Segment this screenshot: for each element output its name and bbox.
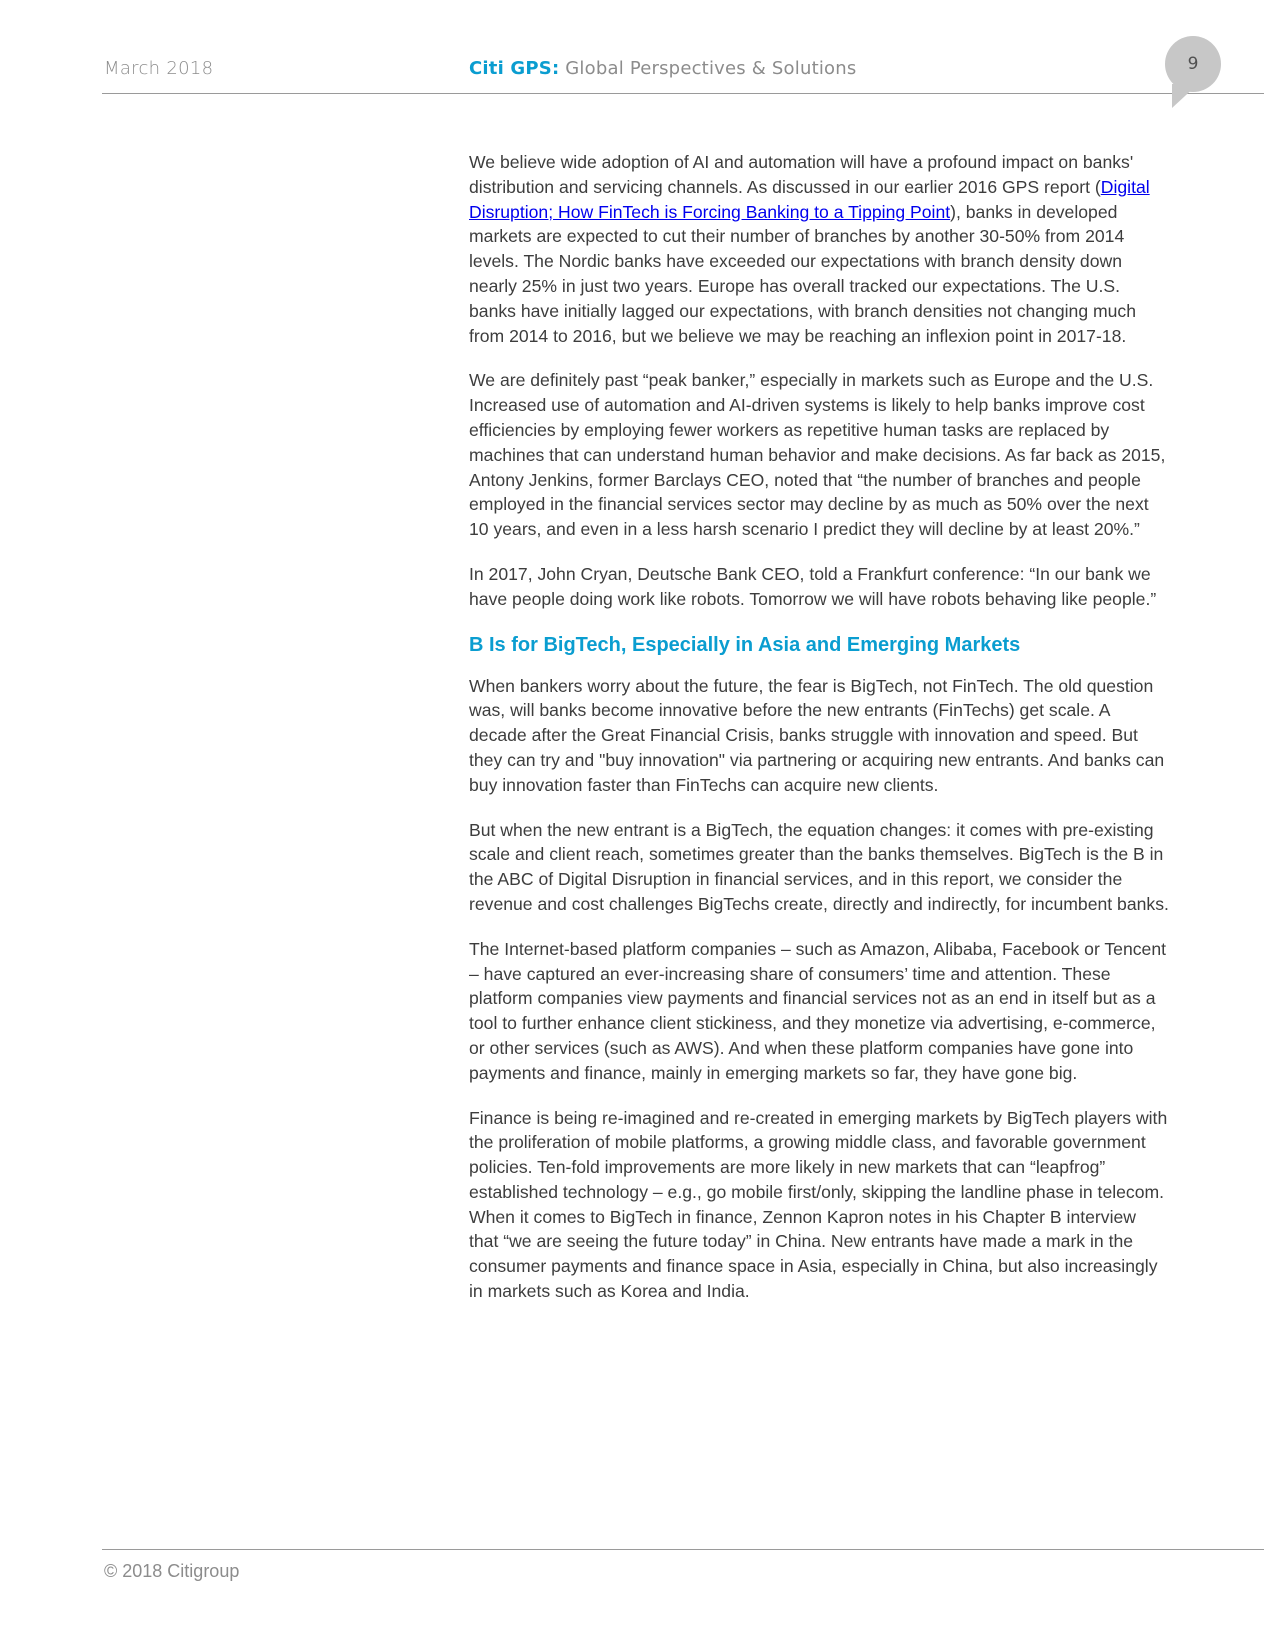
paragraph-peak-banker: We are definitely past “peak banker,” especially in markets such as Europe and the U.S. Increased use of automation and AI-driven systems is likely to help banks improve cost efficiencies by employing fewer workers as repetitive human tasks are replaced by machines that can understand human behavior and make decisions. As far back as 2015, Antony Jenkins, former Barclays CEO, noted that “the number of branches and people employed in the financial services sector may decline by as much as 50% over the next 10 years, and even in a less harsh scenario I predict they will decline by at least 20%.” [469, 370, 1166, 540]
paragraph-emerging-markets: Finance is being re-imagined and re-created in emerging markets by BigTech players with the proliferation of mobile platforms, a growing middle class, and favorable government policies. Ten-fold improvements are more likely in new markets that can “leapfrog” established technology – e.g., go mobile first/only, skipping the landline phase in telecom. When it comes to BigTech in finance, Zennon Kapron notes in his Chapter B interview that “we are seeing the future today” in China. New entrants have made a mark in the consumer payments and finance space in Asia, especially in China, but also increasingly in markets such as Korea and India. [469, 1107, 1168, 1302]
paragraph-platform-companies: The Internet-based platform companies – such as Amazon, Alibaba, Facebook or Tencent – have captured an ever-increasing share of consumers’ time and attention. These platform companies view payments and financial services not as an end in itself but as a tool to further enhance client stickiness, and they monetize via advertising, e-commerce, or other services (such as AWS). And when these platform companies have gone into payments and finance, mainly in emerging markets so far, they have gone big. [469, 938, 1166, 1083]
section-heading: B Is for BigTech, Especially in Asia and Emerging Markets [469, 633, 1021, 656]
article-body [469, 150, 1169, 1324]
report-link[interactable]: Digital Disruption; How FinTech is Forcing Banking to a Tipping Point [469, 176, 1150, 222]
copyright: © 2018 Citigroup [104, 1561, 240, 1581]
paragraph-cryan-quote: In 2017, John Cryan, Deutsche Bank CEO, told a Frankfurt conference: “In our bank we have people doing work like robots. Tomorrow we will have robots behaving like people.” [469, 563, 1157, 609]
paragraph-bigtech-fear: When bankers worry about the future, the fear is BigTech, not FinTech. The old question was, will banks become innovative before the new entrants (FinTechs) get scale. A decade after the Great Financial Crisis, banks struggle with innovation and speed. But they can try and "buy innovation" via partnering or acquiring new entrants. And banks can buy innovation faster than FinTechs can acquire new clients. [469, 675, 1165, 795]
footer-divider [102, 1549, 1264, 1550]
paragraph-new-entrant: But when the new entrant is a BigTech, the equation changes: it comes with pre-existing scale and client reach, sometimes greater than the banks themselves. BigTech is the B in the ABC of Digital Disruption in financial services, and in this report, we consider the revenue and cost challenges BigTechs create, directly and indirectly, for incumbent banks. [469, 819, 1169, 914]
brand-tagline: Global Perspectives & Solutions [559, 58, 857, 79]
brand-name: Citi GPS: [469, 58, 560, 79]
report-date: March 2018 [104, 58, 214, 79]
paragraph-ai-automation: We believe wide adoption of AI and automation will have a profound impact on banks' distribution and servicing channels. As discussed in our earlier 2016 GPS report (Digital Disruption; How FinTech is Forcing Banking to a Tipping Point), banks in developed markets are expected to cut their number of branches by another 30-50% from 2014 levels. The Nordic banks have exceeded our expectations with branch density down nearly 25% in just two years. Europe has overall tracked our expectations. The U.S. banks have initially lagged our expectations, with branch densities not changing much from 2014 to 2016, but we believe we may be reaching an inflexion point in 2017-18. [469, 152, 1150, 346]
header-divider [102, 93, 1264, 94]
series-title [469, 58, 856, 79]
page-number: 9 [1165, 36, 1221, 92]
